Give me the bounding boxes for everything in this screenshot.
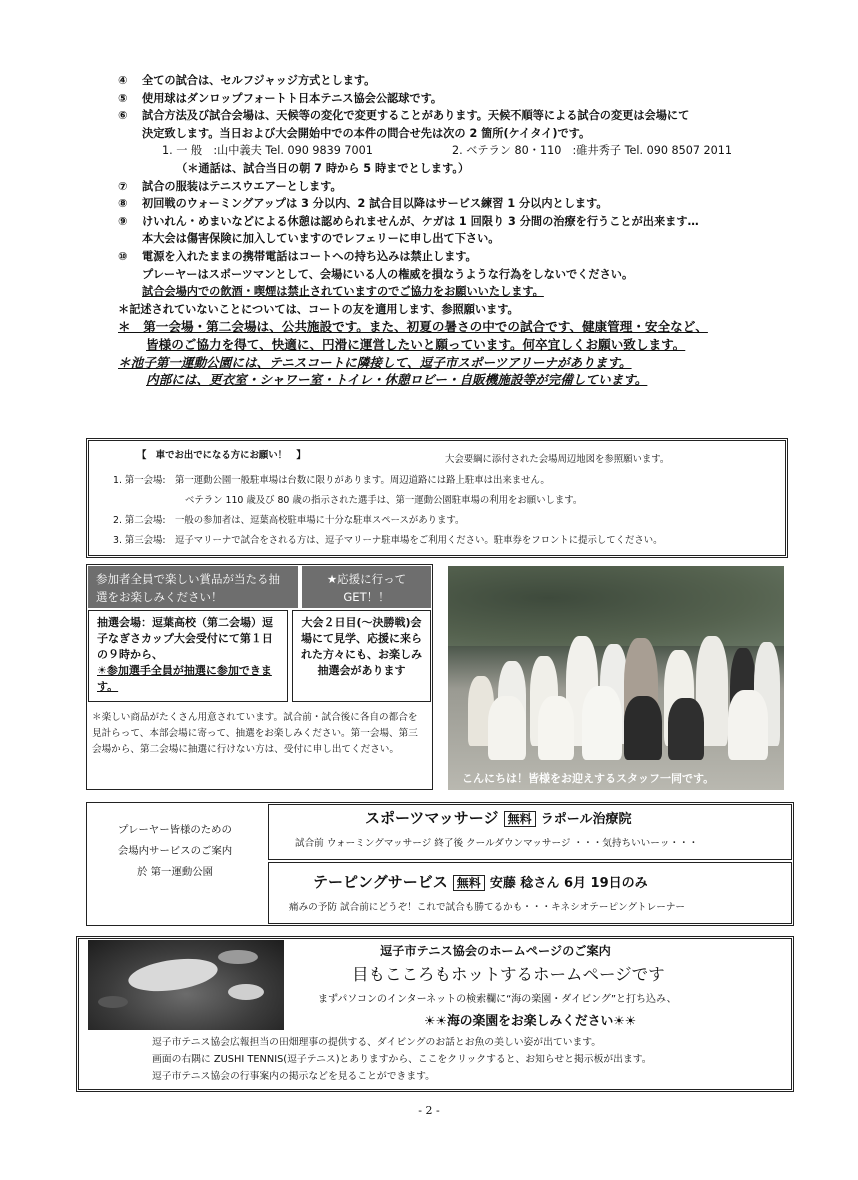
rule-6-contacts [118, 142, 818, 160]
fish-shape [126, 954, 219, 996]
massage-box [268, 804, 792, 860]
note-star-2a: ＊ 第一会場・第二会場は、公共施設です。また、初夏の暑さの中での試合です、健康管理・安全など、 [118, 319, 708, 335]
staff-member [624, 696, 662, 760]
rule-6-note: （＊通話は、試合当日の朝 7 時から 5 時までとします。） [176, 161, 470, 175]
homepage-headline: 目もこころもホットするホームページです [352, 965, 665, 984]
taping-free-tag: 無料 [453, 875, 485, 891]
rule-6: ⑥ 試合方法及び試合会場は、天候等の変化で変更することがあります。天候不順等による試合の変更は会場にて [118, 109, 690, 123]
homepage-line-3: 逗子市テニス協会の行事案内の掲示などを見ることができます。 [152, 1071, 435, 1082]
car-notice-title: 【 車でお出でになる方にお願い！ 】 [137, 450, 306, 461]
services-intro-line-1: プレーヤー皆様のための [118, 824, 232, 836]
taping-title: テーピングサービス [313, 873, 448, 891]
car-notice-line-2: ベテラン 110 歳及び 80 歳の指示された選手は、第一運動公園駐車場の利用をお願いします。 [185, 495, 583, 506]
rule-10-cont1: プレーヤーはスポーツマンとして、会場にいる人の権威を損なうような行為をしないでください。 [142, 267, 634, 281]
fish-photo [88, 940, 284, 1030]
staff-member [728, 690, 768, 760]
taping-box [268, 862, 792, 924]
rule-6-cont: 決定致します。当日および大会開始中での本件の問合せ先は次の 2 箇所(ケイタイ)です。 [142, 126, 591, 140]
homepage-details [152, 1034, 652, 1085]
staff-member [582, 686, 622, 760]
car-notice-box [86, 438, 788, 558]
homepage-title: 逗子市テニス協会のホームページのご案内 [380, 944, 611, 958]
rule-4: ④ 全ての試合は、セルフジャッジ方式とします。 [118, 74, 376, 87]
staff-member [488, 696, 526, 760]
rule-10: ⑩ 電源を入れたままの携帯電話はコートへの持ち込みは禁止します。 [118, 249, 477, 263]
rule-8: ⑧ 初回戦のウォーミングアップは 3 分以内、2 試合目以降はサービス練習 1 分以内とします。 [118, 197, 608, 211]
car-notice-line-4: 3. 第三会場: 逗子マリーナで試合をされる方は、逗子マリーナ駐車場をご利用ください。駐車券をフロントに提示してください。 [113, 535, 663, 546]
rule-7: ⑦ 試合の服装はテニスウエアーとします。 [118, 179, 342, 193]
note-star-3b: 内部には、更衣室・シャワー室・トイレ・休憩ロビー・自販機施設等が完備しています。 [146, 372, 648, 388]
note-star-1: ＊記述されていないことについては、コートの友を適用します、参照願います。 [118, 302, 519, 316]
taping-heading [313, 871, 648, 892]
homepage-line-1: 逗子市テニス協会広報担当の田畑理事の提供する、ダイビングのお話とお魚の美しい姿が出ています。 [152, 1037, 602, 1048]
homepage-enjoy: ☀☀海の楽園をお楽しみください☀☀ [424, 1014, 637, 1029]
services-intro [90, 820, 260, 883]
car-notice-subtitle: 大会要綱に添付された会場周辺地図を参照願います。 [445, 454, 670, 465]
massage-heading [365, 807, 631, 828]
taping-person: 安藤 稔さん 6月 19日のみ [489, 876, 648, 891]
rule-9-cont: 本大会は傷害保険に加入していますのでレフェリーに申し出て下さい。 [142, 232, 500, 246]
page-number: - 2 - [418, 1104, 440, 1117]
photo-caption: こんにちは！皆様をお迎えするスタッフ一同です。 [462, 772, 715, 785]
lottery-cheer: ★応援に行って GET！！ [302, 566, 431, 608]
fish-shape [218, 950, 258, 964]
lottery-note: ＊楽しい商品がたくさん用意されています。試合前・試合後に各自の都合を見計らって、本部会場に寄って、抽選をお楽しみください。第一会場、第三会場から、第二会場に抽選に行けない方は、受付に申し出てください。 [92, 712, 418, 755]
fish-shape [98, 996, 128, 1008]
fish-shape [228, 984, 264, 1000]
lottery-venue-all: ☀参加選手全員が抽選に参加できます。 [97, 664, 272, 693]
rules-list [118, 72, 818, 389]
staff-photo [448, 566, 784, 790]
rule-5: ⑤ 使用球はダンロップフォートト日本テニス協会公認球です。 [118, 91, 443, 105]
taping-desc: 痛みの予防 試合前にどうぞ！これで試合も勝てるかも・・・キネシオテーピングトレーナー [289, 902, 686, 913]
rule-9: ⑨ けいれん・めまいなどによる休憩は認められませんが、ケガは 1 回限り 3 分間の治療を行うことが出来ます… [118, 214, 699, 228]
lottery-venue-text: 抽選会場：逗葉高校（第二会場）逗子なぎさカップ大会受付にて第１日の９時から、 [97, 616, 273, 661]
note-star-2b: 皆様のご協力を得て、快適に、円滑に運営したいと願っています。何卒宜しくお願い致します。 [146, 336, 686, 352]
massage-free-tag: 無料 [504, 811, 536, 827]
car-notice-line-3: 2. 第二会場: 一般の参加者は、逗葉高校駐車場に十分な駐車スペースがあります。 [113, 515, 465, 526]
services-intro-line-2: 会場内サービスのご案内 [117, 845, 233, 857]
lottery-day2: 大会２日目(～決勝戦)会場にて見学、応援に来られた方々にも、お楽しみ抽選会があります [292, 610, 431, 702]
contact-general: 1. 一 般 :山中義夫 Tel. 090 9839 7001 [162, 144, 373, 158]
trees-background [448, 566, 784, 646]
contact-veteran: 2. ベテラン 80・110 :碓井秀子 Tel. 090 8507 2011 [452, 144, 733, 158]
car-notice-line-1: 1. 第一会場: 第一運動公園一般駐車場は台数に限りがあります。周辺道路には路上駐車は出来ません。 [113, 475, 550, 486]
note-star-3a: ＊池子第一運動公園には、テニスコートに隣接して、逗子市スポーツアリーナがあります。 [118, 354, 632, 370]
staff-member [538, 696, 574, 760]
lottery-head: 参加者全員で楽しい賞品が当たる抽選をお楽しみください！ [88, 566, 298, 608]
staff-member [668, 698, 704, 760]
massage-title: スポーツマッサージ [365, 809, 499, 827]
lottery-venue [88, 610, 288, 702]
rule-10-cont2: 試合会場内での飲酒・喫煙は禁止されていますのでご協力をお願いいたします。 [142, 285, 544, 299]
homepage-search: まずパソコンのインターネットの検索欄に“海の楽園・ダイビング”と打ち込み、 [318, 994, 677, 1005]
services-intro-line-3: 於 第一運動公園 [136, 866, 214, 878]
massage-org: ラポール治療院 [540, 812, 632, 827]
massage-desc: 試合前 ウォーミングマッサージ 終了後 クールダウンマッサージ ・・・気持ちいいーッ・・・ [295, 838, 699, 849]
homepage-line-2: 画面の右隅に ZUSHI TENNIS(逗子テニス)とありますから、ここをクリックすると、お知らせと掲示板が出ます。 [152, 1054, 652, 1065]
